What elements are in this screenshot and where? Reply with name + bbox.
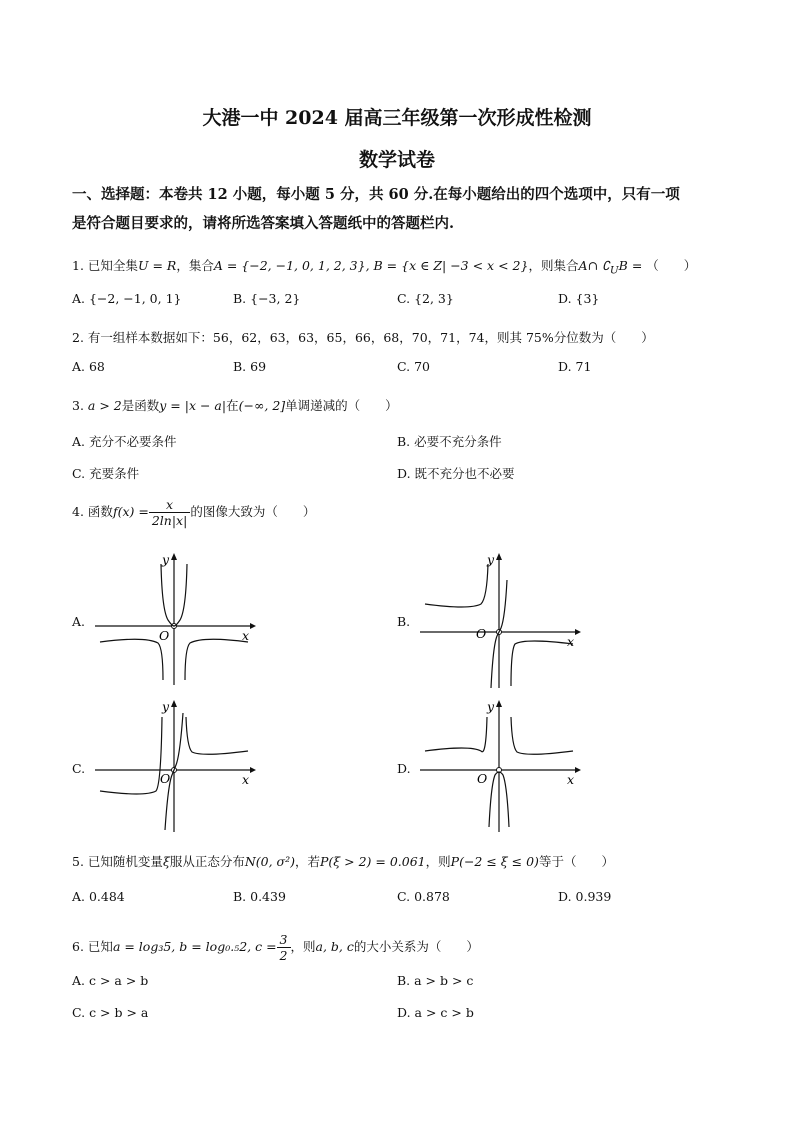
graph-option-c	[90, 697, 260, 837]
option-d: D. 71	[558, 359, 592, 374]
question-5	[72, 852, 614, 870]
option-c: C. 70	[397, 359, 430, 374]
question-text: 的图像大致为（ ）	[190, 504, 316, 519]
math-fraction	[149, 497, 190, 528]
question-text: ，则集合	[528, 258, 579, 273]
option-b: B. {−3, 2}	[233, 291, 301, 306]
math-expression: a > 2	[87, 398, 122, 413]
x-axis-label: x	[567, 772, 575, 787]
option-d: D. a > c > b	[397, 1005, 474, 1020]
question-text: 已知全集	[87, 258, 138, 273]
option-b: B. 69	[233, 359, 267, 374]
option-c: C. {2, 3}	[397, 291, 454, 306]
option-a: A. {−2, −1, 0, 1}	[72, 291, 182, 306]
x-axis-label: x	[242, 772, 250, 787]
option-b: B. 必要不充分条件	[397, 434, 502, 449]
exam-title: 大港一中 2024 届高三年级第一次形成性检测	[202, 107, 592, 129]
question-2	[72, 328, 654, 346]
x-axis-label: x	[567, 634, 575, 649]
question-number: 2.	[72, 330, 84, 345]
question-number: 6.	[72, 939, 84, 954]
question-number: 3.	[72, 398, 84, 413]
math-expression: (−∞, 2]	[238, 398, 286, 413]
question-text: ，则	[290, 939, 316, 954]
question-text: ，则	[425, 854, 451, 869]
math-expression: y = |x − a|	[159, 398, 227, 413]
section-instructions-line2: 是符合题目要求的，请将所选答案填入答题纸中的答题栏内.	[72, 215, 455, 232]
option-c: C.	[72, 761, 86, 776]
y-axis-label: y	[162, 699, 170, 714]
question-text: 有一组样本数据如下：56，62，63，63，65，66，68，70，71，74，则其 75%分位数为（ ）	[87, 330, 654, 345]
math-expression: P(−2 ≤ ξ ≤ 0)	[450, 854, 539, 869]
question-6	[72, 932, 479, 963]
option-d: D. 既不充分也不必要	[397, 466, 515, 481]
option-b: B. 0.439	[233, 889, 286, 904]
question-number: 4.	[72, 504, 84, 519]
math-expression: N(0, σ²)	[244, 854, 295, 869]
option-a: A. c > a > b	[72, 973, 149, 988]
question-text: 函数	[87, 504, 113, 519]
question-text: 在	[226, 398, 239, 413]
math-subscript: U	[609, 264, 619, 277]
exam-subtitle: 数学试卷	[358, 149, 435, 171]
y-axis-label: y	[487, 699, 495, 714]
option-c: C. 0.878	[397, 889, 450, 904]
question-4	[72, 497, 315, 528]
math-expression: f(x) =	[112, 504, 149, 519]
origin-label: O	[477, 771, 488, 786]
option-a: A. 充分不必要条件	[72, 434, 177, 449]
origin-label: O	[476, 626, 487, 641]
origin-label: O	[160, 771, 171, 786]
math-expression: a = log₃5, b = log₀.₅2, c =	[112, 939, 277, 954]
question-text: ，集合	[176, 258, 214, 273]
math-expression: P(ξ > 2) = 0.061	[320, 854, 426, 869]
y-axis-label: y	[162, 552, 170, 567]
section-instructions-line1: 一、选择题：本卷共 12 小题，每小题 5 分，共 60 分.在每小题给出的四个选项中，只有一项	[72, 186, 680, 203]
fraction-denominator: 2	[279, 948, 288, 963]
math-expression: U = R	[137, 258, 177, 273]
option-d: D.	[397, 761, 411, 776]
question-text: ，若	[294, 854, 320, 869]
x-axis-label: x	[242, 628, 250, 643]
fraction-numerator: x	[149, 497, 190, 513]
option-d: D. {3}	[558, 291, 600, 306]
origin-label: O	[159, 628, 170, 643]
option-d: D. 0.939	[558, 889, 612, 904]
option-a: A. 68	[72, 359, 105, 374]
option-b: B.	[397, 614, 411, 629]
option-c: C. c > b > a	[72, 1005, 149, 1020]
graph-option-d	[415, 697, 585, 837]
math-expression: ξ	[162, 854, 170, 869]
option-a: A.	[72, 614, 86, 629]
question-text: 是函数	[121, 398, 160, 413]
math-expression: B =	[618, 258, 643, 273]
math-expression: a, b, c	[315, 939, 354, 954]
y-axis-label: y	[487, 552, 495, 567]
question-text: 等于（ ）	[538, 854, 614, 869]
answer-paren: （ ）	[646, 258, 697, 273]
question-number: 1.	[72, 258, 84, 273]
graph-option-a	[90, 550, 260, 690]
option-c: C. 充要条件	[72, 466, 140, 481]
math-expression: A∩ ∁	[578, 258, 610, 273]
question-number: 5.	[72, 854, 84, 869]
option-a: A. 0.484	[72, 889, 125, 904]
question-text: 已知	[87, 939, 113, 954]
question-text: 已知随机变量	[87, 854, 163, 869]
question-3	[72, 396, 398, 414]
fraction-denominator: 2ln|x|	[151, 513, 188, 528]
option-b: B. a > b > c	[397, 973, 474, 988]
fraction-numerator: 3	[277, 932, 291, 948]
graph-option-b	[415, 550, 585, 690]
math-expression: A = {−2, −1, 0, 1, 2, 3}, B = {x ∈ Z| −3 < x < 2}	[213, 258, 529, 273]
math-fraction	[277, 932, 291, 963]
question-text: 的大小关系为（ ）	[353, 939, 479, 954]
question-text: 单调递减的（ ）	[285, 398, 398, 413]
question-1	[72, 256, 696, 277]
question-text: 服从正态分布	[169, 854, 245, 869]
